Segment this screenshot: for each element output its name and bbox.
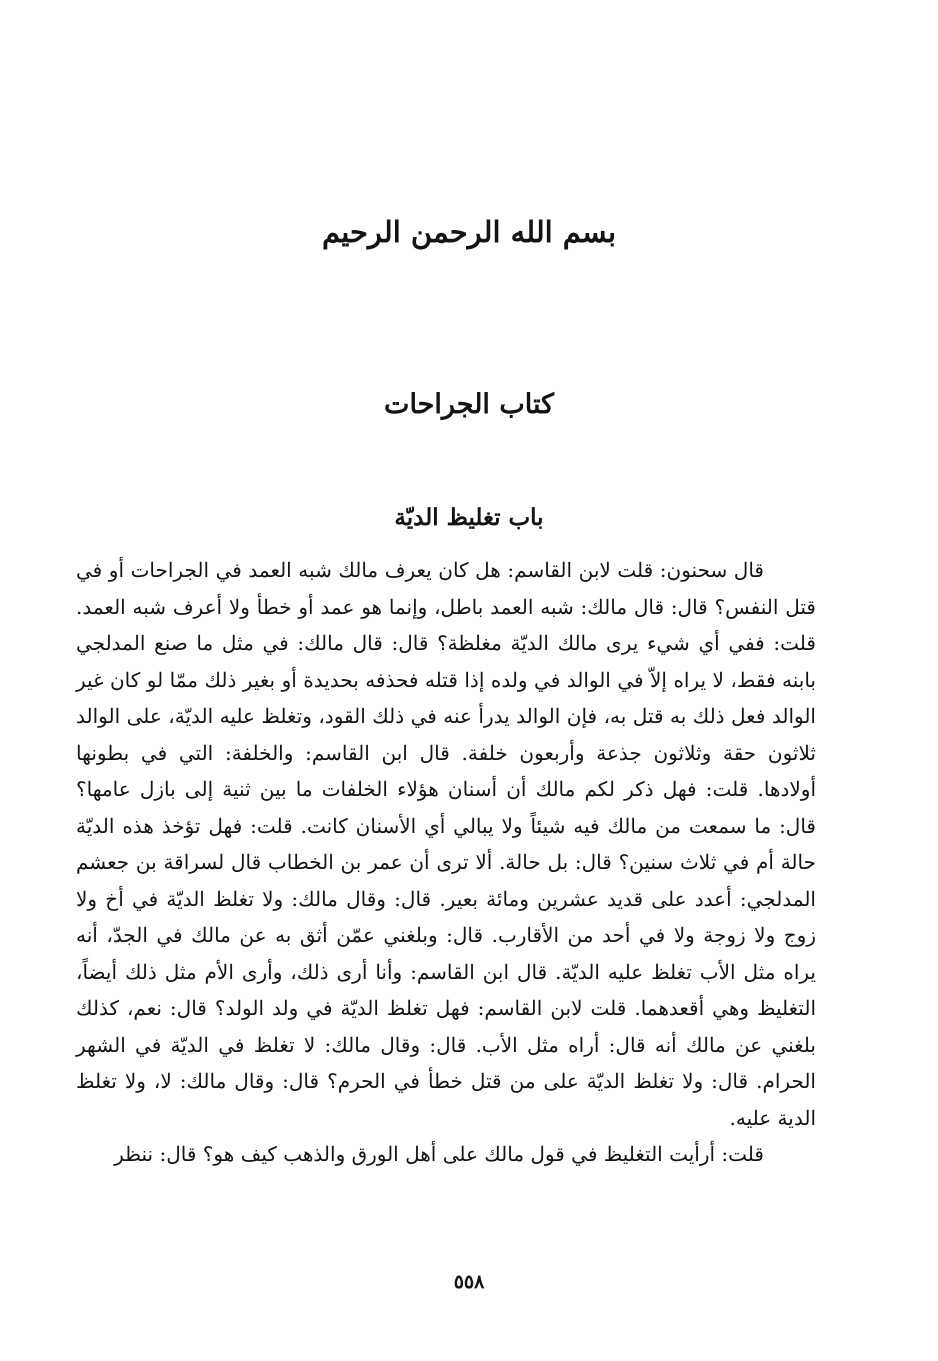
paragraph-continued: قلت: أرأيت التغليظ في قول مالك على أهل الورق والذهب كيف هو؟ قال: ننظر: [114, 1142, 764, 1166]
basmala-heading: بسم الله الرحمن الرحيم: [321, 215, 617, 249]
body-text: [76, 552, 816, 1173]
chapter-title: باب تغليظ الديّة: [394, 504, 544, 531]
book-title: كتاب الجراحات: [384, 389, 554, 420]
page-number: ٥٥٨: [453, 1271, 485, 1293]
paragraph-main: قال سحنون: قلت لابن القاسم: هل كان يعرف مالك شبه العمد في الجراحات أو في قتل النفس؟ قال: قال مالك: شبه العمد باطل، وإنما هو عمد أو خطأ ولا أعرف شبه العمد. قلت: ففي أي شيء يرى مالك الديّة مغلظة؟ قال: قال مالك: في مثل ما صنع المدلجي بابنه فقط، لا يراه إلاّ في الوالد في ولده إذا قتله فحذفه بحديدة أو بغير ذلك ممّا لو كان غير الوالد فعل ذلك به قتل به، فإن الوالد يدرأ عنه في ذلك القود، وتغلظ عليه الديّة، على الوالد ثلاثون حقة وثلاثون جذعة وأربعون خلفة. قال ابن القاسم: والخلفة: التي في بطونها أولادها. قلت: فهل ذكر لكم مالك أن أسنان هؤلاء الخلفات ما بين ثنية إلى بازل عامها؟ قال: ما سمعت من مالك فيه شيئاً ولا يبالي أي الأسنان كانت. قلت: فهل تؤخذ هذه الديّة حالة أم في ثلاث سنين؟ قال: بل حالة. ألا ترى أن عمر بن الخطاب قال لسراقة بن جعشم المدلجي: أعدد على قديد عشرين ومائة بعير. قال: وقال مالك: ولا تغلظ الديّة في أخ ولا زوج ولا زوجة ولا في أحد من الأقارب. قال: وبلغني عمّن أثق به عن مالك في الجدّ، أنه يراه مثل الأب تغلظ عليه الديّة. قال ابن القاسم: وأنا أرى ذلك، وأرى الأم مثل ذلك أيضاً، التغليظ وهي أقعدهما. قلت لابن القاسم: فهل تغلظ الديّة في ولد الولد؟ قال: نعم، كذلك بلغني عن مالك أنه قال: أراه مثل الأب. قال: وقال مالك: لا تغلظ في الديّة في الشهر الحرام. قال: ولا تغلظ الديّة على من قتل خطأ في الحرم؟ قال: وقال مالك: لا، ولا تغلظ الدية عليه.: [76, 558, 816, 1130]
